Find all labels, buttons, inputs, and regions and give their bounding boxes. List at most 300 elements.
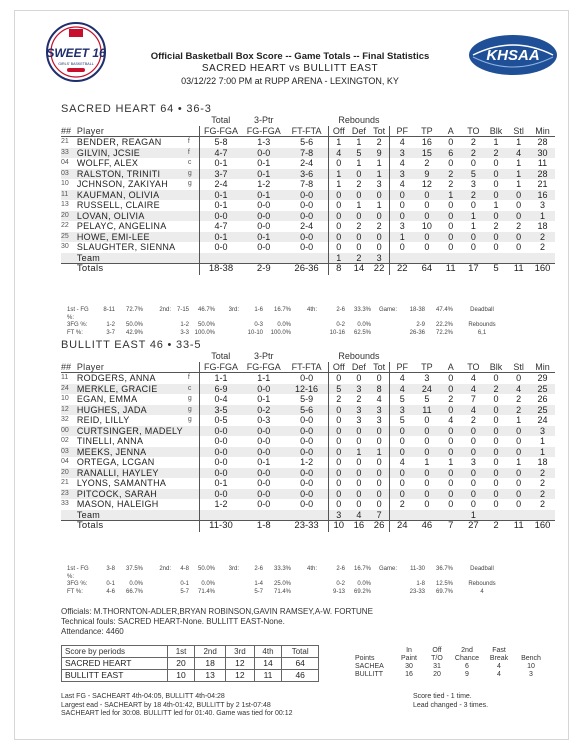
col-header-off: Off xyxy=(328,362,348,373)
steals: 0 xyxy=(516,436,522,446)
totals-a: 11 xyxy=(439,264,462,275)
player-row xyxy=(61,242,555,253)
spacer xyxy=(507,253,530,264)
col-header-min: Min xyxy=(530,362,555,373)
pct-cell: Deadball xyxy=(470,307,494,313)
points-team-row xyxy=(355,663,547,671)
fg: 0-0 xyxy=(199,468,242,479)
tp: 0 xyxy=(414,426,439,437)
off-reb: 0 xyxy=(328,405,348,416)
assists: 4 xyxy=(448,415,454,425)
player-row xyxy=(61,489,555,500)
team-tot: 3 xyxy=(369,253,389,264)
player-number: 10 xyxy=(61,180,69,187)
ft: 5-9 xyxy=(300,394,314,404)
pf: 4 xyxy=(390,137,415,148)
pct-cell xyxy=(143,581,171,589)
pct-cell: 23-33 xyxy=(409,588,425,595)
group-header-row xyxy=(61,115,555,126)
pct-cell: 1-2 xyxy=(180,322,189,328)
fg: 0-0 xyxy=(199,242,242,253)
def-reb: 0 xyxy=(349,426,369,437)
totals-def: 16 xyxy=(349,521,369,532)
pf: 0 xyxy=(390,489,415,500)
def-reb: 3 xyxy=(356,415,362,425)
totals-min: 160 xyxy=(530,521,555,532)
turnovers: 4 xyxy=(462,384,485,395)
pct-cell: 10-10 xyxy=(247,329,263,336)
pct-cell: 47.4% xyxy=(435,307,453,313)
player-row xyxy=(61,405,555,416)
fg: 4-7 xyxy=(199,148,242,159)
minutes: 26 xyxy=(537,394,548,404)
def-reb: 2 xyxy=(356,221,362,231)
off-reb: 0 xyxy=(328,468,348,479)
col-header-num: ## xyxy=(61,126,77,137)
minutes: 1 xyxy=(530,447,555,458)
minutes: 11 xyxy=(537,158,548,168)
points-header: 2nd xyxy=(461,647,473,654)
minutes: 29 xyxy=(537,373,548,383)
totals-tp: 64 xyxy=(414,264,439,275)
tot-reb: 1 xyxy=(369,169,389,180)
tot-reb: 8 xyxy=(369,384,389,395)
fg3: 0-3 xyxy=(257,415,271,425)
minutes: 2 xyxy=(530,232,555,243)
pct-cell: 0.0% xyxy=(129,581,143,587)
pct-row xyxy=(67,581,552,589)
player-name: SLAUGHTER, SIENNA xyxy=(76,242,176,252)
assists: 0 xyxy=(439,232,462,243)
player-name: EGAN, EMMA xyxy=(76,394,138,404)
fg3: 0-0 xyxy=(257,200,271,210)
player-name: PITCOCK, SARAH xyxy=(77,489,188,500)
turnovers: 2 xyxy=(462,148,485,159)
assists: 0 xyxy=(448,242,454,252)
pct-cell: 1-2 xyxy=(106,322,115,328)
fg3: 0-0 xyxy=(242,148,285,159)
points-header-row xyxy=(355,655,547,663)
team-a xyxy=(439,253,462,264)
tot-reb: 0 xyxy=(376,457,382,467)
pct-cell: 26-36 xyxy=(409,329,425,336)
pf: 4 xyxy=(390,457,415,468)
fg3: 0-0 xyxy=(257,436,271,446)
pct-cell: Rebounds xyxy=(468,581,496,587)
tp: 0 xyxy=(424,499,430,509)
totals-min: 160 xyxy=(530,264,555,275)
col-header-fg: FG-FGA xyxy=(199,126,242,137)
pf: 0 xyxy=(390,478,415,489)
period-header: 1st xyxy=(168,646,195,658)
spacer xyxy=(188,351,199,362)
def-reb: 0 xyxy=(356,478,362,488)
points-header: Off xyxy=(432,647,442,654)
period-header: Total xyxy=(282,646,319,658)
pct-cell xyxy=(371,330,397,338)
minutes: 2 xyxy=(530,489,555,500)
player-number: 24 xyxy=(61,384,77,395)
minutes: 2 xyxy=(540,499,546,509)
pct-cell: 2-6 xyxy=(336,307,345,313)
spacer xyxy=(285,115,328,126)
assists: 1 xyxy=(448,457,454,467)
assists: 0 xyxy=(439,384,462,395)
pf: 5 xyxy=(390,415,415,426)
player-name: BENDER, REAGAN xyxy=(76,137,162,147)
period-score: 46 xyxy=(282,670,319,682)
player-name: GILVIN, JCSIE xyxy=(77,148,188,159)
fg: 0-1 xyxy=(199,478,242,489)
player-row xyxy=(61,148,555,159)
col-header-tot: Tot xyxy=(369,362,389,373)
player-name: KAUFMAN, OLIVIA xyxy=(77,190,188,201)
pct-cell xyxy=(371,322,397,330)
group-3ptr-header: 3-Ptr xyxy=(254,115,274,125)
points-cell: 4 xyxy=(497,663,501,670)
period-team: BULLITT EAST xyxy=(62,670,168,682)
off-reb: 0 xyxy=(328,415,348,426)
team-pf xyxy=(390,510,415,521)
fg: 0-0 xyxy=(199,489,242,500)
turnovers: 1 xyxy=(470,221,476,231)
pct-cell xyxy=(371,589,397,597)
player-number: 10 xyxy=(61,395,69,402)
points-cell: 10 xyxy=(527,663,535,670)
player-position: g xyxy=(187,180,192,187)
col-header-a: A xyxy=(439,362,462,373)
pct-cell: 0.0% xyxy=(277,322,291,328)
team-off: 1 xyxy=(328,253,348,264)
points-cell: 30 xyxy=(405,663,413,670)
column-header-row xyxy=(61,126,555,137)
assists: 2 xyxy=(448,394,454,404)
periods-header-row xyxy=(62,646,319,658)
off-reb: 1 xyxy=(328,169,348,180)
def-reb: 0 xyxy=(349,232,369,243)
turnovers: 2 xyxy=(470,415,476,425)
player-row xyxy=(61,499,555,510)
player-number: 21 xyxy=(61,479,69,486)
fg3: 0-0 xyxy=(257,478,271,488)
period-header: 3rd xyxy=(226,646,254,658)
col-header-tp: TP xyxy=(414,362,439,373)
steals: 0 xyxy=(516,200,522,210)
steals: 1 xyxy=(516,457,522,467)
pct-row xyxy=(67,330,552,338)
player-row xyxy=(61,179,555,190)
spacer xyxy=(61,351,77,362)
fg3: 0-1 xyxy=(257,457,271,467)
pct-cell: 66.7% xyxy=(125,588,143,595)
player-position xyxy=(188,489,199,500)
player-number: 20 xyxy=(61,468,77,479)
fg: 0-1 xyxy=(199,200,242,211)
points-cell: 31 xyxy=(433,663,441,670)
pct-cell: 72.2% xyxy=(435,329,453,336)
spacer xyxy=(188,521,199,532)
team-label: Team xyxy=(77,253,188,264)
turnovers: 0 xyxy=(462,468,485,479)
group-rebounds-header: Rebounds xyxy=(338,115,380,125)
def-reb: 2 xyxy=(356,394,362,404)
pct-cell: 50.0% xyxy=(197,566,215,572)
col-header-stl: Stl xyxy=(507,126,530,137)
player-row xyxy=(61,232,555,243)
team-tot: 7 xyxy=(369,510,389,521)
player-position xyxy=(188,447,199,458)
tot-reb: 0 xyxy=(369,211,389,222)
box-score-page xyxy=(14,10,569,740)
player-number: 32 xyxy=(61,416,69,423)
player-row xyxy=(61,457,555,468)
blocks: 0 xyxy=(493,242,499,252)
pct-cell: 0.0% xyxy=(357,322,371,328)
blocks: 0 xyxy=(485,232,508,243)
player-row xyxy=(61,436,555,447)
minutes: 30 xyxy=(530,148,555,159)
pct-cell: 1st - FG %: xyxy=(67,307,89,321)
player-number: 20 xyxy=(61,211,77,222)
player-number: 04 xyxy=(61,458,69,465)
pct-cell xyxy=(291,581,317,589)
spacer xyxy=(188,362,199,373)
minutes: 3 xyxy=(530,426,555,437)
fg3: 0-0 xyxy=(242,447,285,458)
off-reb: 1 xyxy=(328,179,348,190)
steals: 0 xyxy=(507,426,530,437)
player-number: 22 xyxy=(61,222,69,229)
turnovers: 3 xyxy=(470,179,476,189)
off-reb: 0 xyxy=(328,242,348,253)
team2-title: BULLITT EAST 46 • 33-5 xyxy=(61,339,202,351)
player-row xyxy=(61,394,555,405)
assists: 0 xyxy=(448,200,454,210)
tp: 0 xyxy=(414,468,439,479)
player-number: 00 xyxy=(61,426,77,437)
pct-cell xyxy=(215,330,239,338)
pct-cell xyxy=(143,330,171,338)
logo-left-text: SWEET 16 xyxy=(46,46,106,60)
points-cell: BULLITT xyxy=(355,671,384,678)
off-reb: 0 xyxy=(328,221,348,232)
assists: 0 xyxy=(439,468,462,479)
points-cell: 16 xyxy=(405,671,413,678)
pct-cell xyxy=(215,581,239,589)
blocks: 0 xyxy=(485,468,508,479)
spacer xyxy=(285,510,328,521)
ft: 0-0 xyxy=(285,426,328,437)
player-position xyxy=(188,221,199,232)
col-header-def: Def xyxy=(349,362,369,373)
steals: 0 xyxy=(516,478,522,488)
pct-row xyxy=(67,322,552,330)
group-3ptr-header: 3-Ptr xyxy=(254,351,274,361)
totals-tp: 46 xyxy=(414,521,439,532)
minutes: 2 xyxy=(540,242,546,252)
totals-to: 27 xyxy=(462,521,485,532)
spacer xyxy=(414,351,439,362)
period-score: 13 xyxy=(195,670,226,682)
khsaa-logo xyxy=(467,33,559,77)
player-position xyxy=(188,232,199,243)
col-header-ft: FT-FTA xyxy=(285,126,328,137)
fg: 1-2 xyxy=(199,499,242,510)
spacer xyxy=(507,510,530,521)
ft: 3-6 xyxy=(285,169,328,180)
pct-cell: 71.4% xyxy=(197,588,215,595)
points-header: In xyxy=(406,647,412,654)
blocks: 0 xyxy=(485,426,508,437)
spacer xyxy=(61,264,77,275)
tp: 24 xyxy=(414,384,439,395)
ft: 0-0 xyxy=(300,242,314,252)
team1-percentages xyxy=(67,307,552,337)
fg3: 0-0 xyxy=(242,426,285,437)
points-cell: 20 xyxy=(433,671,441,678)
def-reb: 1 xyxy=(349,447,369,458)
pct-cell: FT %: xyxy=(67,588,83,595)
pf: 3 xyxy=(390,169,415,180)
ft: 5-6 xyxy=(285,405,328,416)
spacer xyxy=(390,351,415,362)
totals-off: 8 xyxy=(328,264,348,275)
fg3: 0-0 xyxy=(242,384,285,395)
player-position xyxy=(188,478,199,489)
totals-tot: 22 xyxy=(369,264,389,275)
assists: 0 xyxy=(448,436,454,446)
player-row xyxy=(61,415,555,426)
ft: 12-16 xyxy=(285,384,328,395)
lead-changed-line: Lead changed - 3 times. xyxy=(413,701,489,709)
assists: 0 xyxy=(448,499,454,509)
ft: 7-8 xyxy=(300,179,314,189)
period-header: 2nd xyxy=(195,646,226,658)
last-fg-line: Last FG - SACHEART 4th-04:05, BULLITT 4th-04:28 xyxy=(61,693,225,700)
turnovers: 2 xyxy=(470,137,476,147)
tp: 0 xyxy=(424,242,430,252)
team-def: 4 xyxy=(349,510,369,521)
def-reb: 0 xyxy=(349,489,369,500)
turnovers: 0 xyxy=(462,426,485,437)
pf: 0 xyxy=(390,211,415,222)
game-notes-right xyxy=(413,693,488,710)
group-rebounds-header: Rebounds xyxy=(338,351,380,361)
minutes: 1 xyxy=(530,211,555,222)
col-header-fg3: FG-FGA xyxy=(242,126,285,137)
pf: 4 xyxy=(390,158,415,169)
pct-cell: 0-2 xyxy=(336,581,345,587)
blocks: 1 xyxy=(493,200,499,210)
spacer xyxy=(188,264,199,275)
def-reb: 0 xyxy=(356,373,362,383)
team2-percentages xyxy=(67,566,552,596)
player-name: REID, LILLY xyxy=(76,415,130,425)
pct-cell: 1st - FG %: xyxy=(67,566,89,580)
spacer xyxy=(188,510,199,521)
totals-row xyxy=(61,521,555,532)
assists: 0 xyxy=(439,405,462,416)
player-row xyxy=(61,137,555,148)
off-reb: 0 xyxy=(328,436,348,447)
def-reb: 0 xyxy=(356,436,362,446)
pct-cell xyxy=(215,322,239,330)
pct-cell: 6,1 xyxy=(477,329,487,336)
player-row xyxy=(61,211,555,222)
turnovers: 0 xyxy=(470,242,476,252)
spacer xyxy=(188,253,199,264)
tot-reb: 3 xyxy=(369,405,389,416)
player-position xyxy=(188,426,199,437)
pct-cell: 3FG %: xyxy=(67,322,88,328)
tot-reb: 0 xyxy=(376,499,382,509)
fg: 0-0 xyxy=(199,457,242,468)
tot-reb: 1 xyxy=(376,158,382,168)
pct-cell xyxy=(291,322,317,330)
spacer xyxy=(61,510,77,521)
tot-reb: 0 xyxy=(376,373,382,383)
pct-cell: 16.7% xyxy=(273,307,291,313)
ft: 0-0 xyxy=(285,489,328,500)
off-reb: 0 xyxy=(328,232,348,243)
player-number: 03 xyxy=(61,447,77,458)
pf: 3 xyxy=(390,148,415,159)
col-header-fg3: FG-FGA xyxy=(242,362,285,373)
tp: 5 xyxy=(424,394,430,404)
def-reb: 3 xyxy=(349,405,369,416)
team-to: 1 xyxy=(462,510,485,521)
score-by-periods-table xyxy=(61,645,319,682)
player-position: f xyxy=(187,374,190,381)
pct-cell: 8-11 xyxy=(103,307,115,313)
pf: 2 xyxy=(390,499,415,510)
totals-pf: 22 xyxy=(390,264,415,275)
ft: 0-0 xyxy=(300,200,314,210)
pct-cell: 9-13 xyxy=(332,588,345,595)
blocks: 0 xyxy=(493,478,499,488)
pf: 4 xyxy=(390,373,415,384)
points-header: Fast xyxy=(492,647,506,654)
fg3: 0-1 xyxy=(257,158,271,168)
off-reb: 0 xyxy=(328,373,348,384)
pct-cell: 1-4 xyxy=(254,581,263,587)
player-number: 21 xyxy=(61,138,69,145)
spacer xyxy=(439,351,462,362)
fg3: 1-2 xyxy=(257,179,271,189)
turnovers: 0 xyxy=(462,232,485,243)
pct-cell: 4-6 xyxy=(106,588,115,595)
tot-reb: 3 xyxy=(376,179,382,189)
steals: 0 xyxy=(516,373,522,383)
period-score: 11 xyxy=(254,670,282,682)
player-name: RODGERS, ANNA xyxy=(76,373,156,383)
fg: 0-0 xyxy=(199,211,242,222)
minutes: 28 xyxy=(537,137,548,147)
pct-cell: 69.2% xyxy=(353,588,371,595)
pct-cell: 0-2 xyxy=(336,322,345,328)
pct-cell: 0.0% xyxy=(201,581,215,587)
player-name: RANALLI, HAYLEY xyxy=(77,468,188,479)
blocks: 0 xyxy=(493,179,499,189)
totals-fg: 11-30 xyxy=(199,521,242,532)
pf: 0 xyxy=(390,468,415,479)
totals-to: 17 xyxy=(462,264,485,275)
totals-fg3: 1-8 xyxy=(242,521,285,532)
fg3: 0-1 xyxy=(242,190,285,201)
off-reb: 0 xyxy=(328,489,348,500)
spacer xyxy=(485,253,508,264)
off-reb: 0 xyxy=(328,499,348,510)
